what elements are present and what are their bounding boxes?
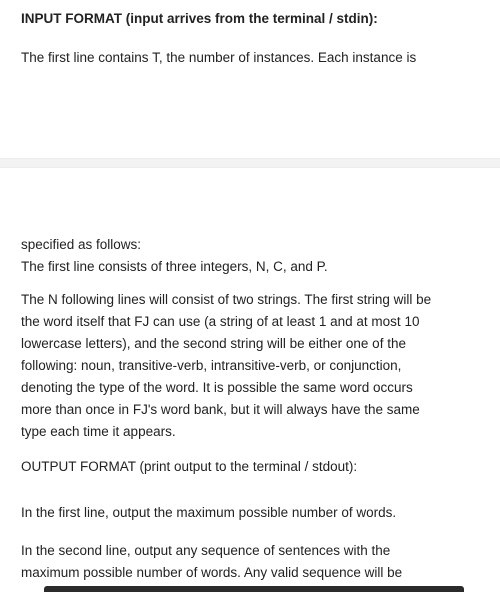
paragraph-line: the word itself that FJ can use (a string of at least 1 and at most 10 <box>21 314 420 329</box>
paragraph-line: In the second line, output any sequence of sentences with the <box>21 543 391 558</box>
paragraph-line: more than once in FJ's word bank, but it will always have the same <box>21 402 420 417</box>
paragraph-line: The N following lines will consist of two strings. The first string will be <box>21 292 432 307</box>
paragraph-line: lowercase letters), and the second string will be either one of the <box>21 336 406 351</box>
output-format-heading: OUTPUT FORMAT (print output to the terminal / stdout): <box>21 459 358 474</box>
paragraph-line: The first line consists of three integers, N, C, and P. <box>21 259 328 274</box>
paragraph-line: type each time it appears. <box>21 424 176 439</box>
paragraph-line: following: noun, transitive-verb, intransitive-verb, or conjunction, <box>21 358 402 373</box>
page-separator <box>0 158 500 168</box>
input-format-heading: INPUT FORMAT (input arrives from the terminal / stdin): <box>21 11 378 26</box>
paragraph-line: specified as follows: <box>21 237 142 252</box>
page-bottom <box>0 168 500 592</box>
horizontal-scrollbar[interactable] <box>44 586 464 592</box>
paragraph-line: denoting the type of the word. It is possible the same word occurs <box>21 380 413 395</box>
paragraph-line: In the first line, output the maximum possible number of words. <box>21 505 397 520</box>
paragraph-line: The first line contains T, the number of instances. Each instance is <box>21 50 417 65</box>
page-top <box>0 0 500 158</box>
paragraph-line: maximum possible number of words. Any valid sequence will be <box>21 565 403 580</box>
